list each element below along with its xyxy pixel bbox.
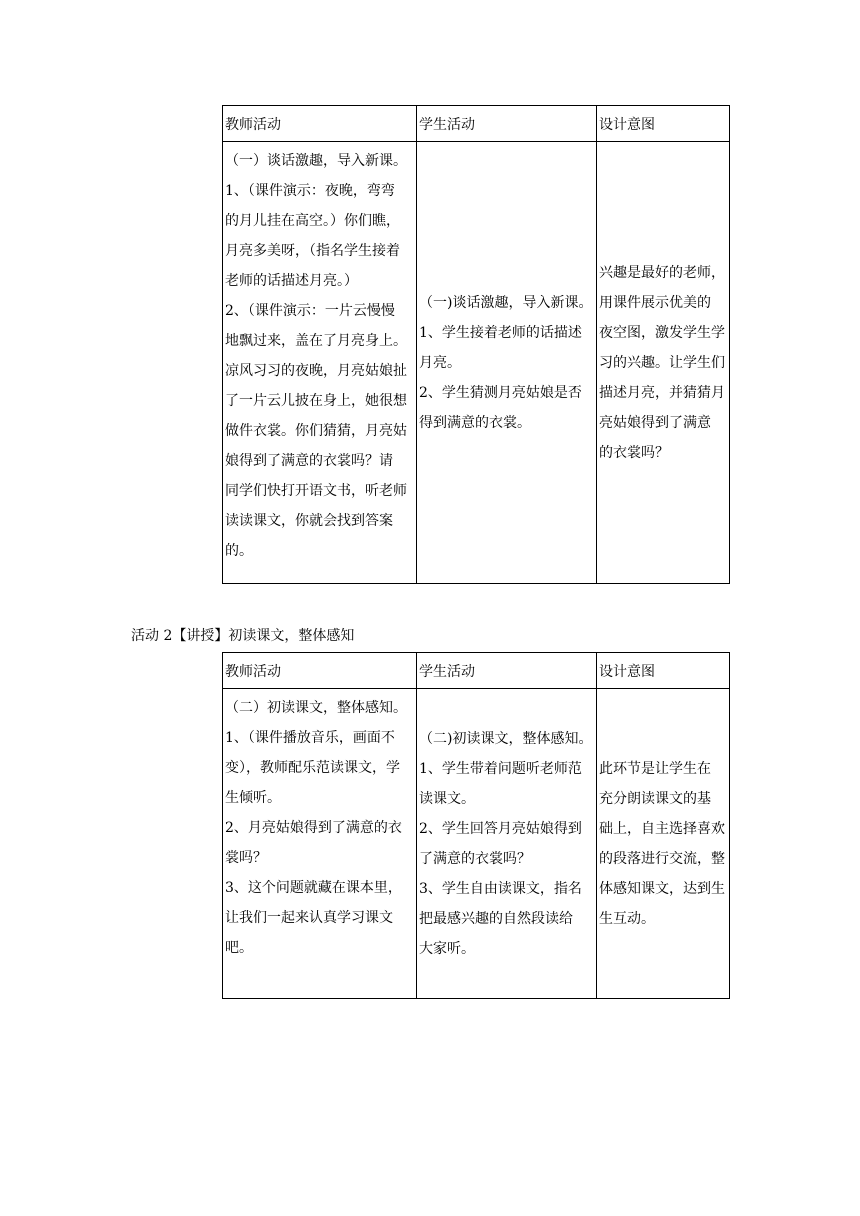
student-line: （一)谈话激趣，导入新课。 xyxy=(419,294,593,311)
teacher-line: 读读课文，你就会找到答案 xyxy=(225,513,393,529)
lesson-table-1 xyxy=(222,105,730,584)
header-teacher-activity: 教师活动 xyxy=(223,653,417,689)
teacher-line: 1、（课件播放音乐，画面不 xyxy=(225,730,395,746)
teacher-line: 2、（课件演示：一片云慢慢 xyxy=(225,303,395,319)
teacher-line: 做件衣裳。你们猜猜，月亮姑 xyxy=(225,423,407,439)
teacher-line: （二）初读课文，整体感知。 xyxy=(225,700,407,716)
student-line: 1、学生带着问题听老师范 xyxy=(419,760,582,777)
student-line: 了满意的衣裳吗？ xyxy=(419,850,531,867)
table-header-row xyxy=(223,106,730,142)
header-teacher-activity: 教师活动 xyxy=(223,106,417,142)
student-activity-cell xyxy=(417,142,597,584)
header-design-intent: 设计意图 xyxy=(597,653,730,689)
teacher-activity-cell xyxy=(223,689,417,999)
teacher-line: 吧。 xyxy=(225,940,253,956)
student-line: 2、学生猜测月亮姑娘是否 xyxy=(419,384,582,401)
intent-line: 兴趣是最好的老师， xyxy=(599,264,725,281)
section-heading: 活动 2【讲授】初读课文，整体感知 xyxy=(131,628,355,644)
teacher-line: 3、这个问题就藏在课本里， xyxy=(225,880,402,896)
teacher-line: 月亮多美呀，（指名学生接着 xyxy=(225,243,400,259)
teacher-line: 凉风习习的夜晚，月亮姑娘扯 xyxy=(225,363,407,379)
teacher-line: 裳吗？ xyxy=(225,850,267,866)
teacher-line: （一）谈话激趣，导入新课。 xyxy=(225,153,407,169)
intent-line: 用课件展示优美的 xyxy=(599,294,711,311)
design-intent-cell xyxy=(597,142,730,584)
student-line: 把最感兴趣的自然段读给 xyxy=(419,910,573,927)
intent-line: 夜空图，激发学生学 xyxy=(599,324,725,341)
student-line: 读课文。 xyxy=(419,790,475,807)
intent-line: 的衣裳吗？ xyxy=(599,444,669,461)
teacher-line: 同学们快打开语文书，听老师 xyxy=(225,483,407,499)
teacher-line: 让我们一起来认真学习课文 xyxy=(225,910,393,926)
teacher-line: 1、（课件演示：夜晚，弯弯 xyxy=(225,183,395,199)
teacher-line: 娘得到了满意的衣裳吗？请 xyxy=(225,453,393,469)
teacher-line: 生倾听。 xyxy=(225,790,281,806)
header-design-intent: 设计意图 xyxy=(597,106,730,142)
teacher-line: 地飘过来，盖在了月亮身上。 xyxy=(225,333,407,349)
teacher-activity-cell xyxy=(223,142,417,584)
intent-line: 此环节是让学生在 xyxy=(599,760,711,777)
table-header-row xyxy=(223,653,730,689)
table-row xyxy=(223,142,730,584)
student-activity-cell xyxy=(417,689,597,999)
student-line: 月亮。 xyxy=(419,354,461,371)
teacher-line: 了一片云儿披在身上，她很想 xyxy=(225,393,407,409)
lesson-table-2 xyxy=(222,652,730,999)
intent-line: 习的兴趣。让学生们 xyxy=(599,354,725,371)
intent-line: 础上，自主选择喜欢 xyxy=(599,820,725,837)
teacher-line: 2、月亮姑娘得到了满意的衣 xyxy=(225,820,402,836)
table-row xyxy=(223,689,730,999)
intent-line: 生互动。 xyxy=(599,910,655,927)
teacher-line: 变），教师配乐范读课文，学 xyxy=(225,760,400,776)
intent-line: 的段落进行交流，整 xyxy=(599,850,725,867)
intent-line: 充分朗读课文的基 xyxy=(599,790,711,807)
student-line: 大家听。 xyxy=(419,940,475,957)
design-intent-cell xyxy=(597,689,730,999)
header-student-activity: 学生活动 xyxy=(417,653,597,689)
teacher-line: 的。 xyxy=(225,543,253,559)
student-line: （二)初读课文，整体感知。 xyxy=(419,730,593,747)
student-line: 1、学生接着老师的话描述 xyxy=(419,324,582,341)
teacher-line: 的月儿挂在高空。）你们瞧， xyxy=(225,213,400,229)
student-line: 3、学生自由读课文，指名 xyxy=(419,880,582,897)
student-line: 得到满意的衣裳。 xyxy=(419,414,531,431)
intent-line: 亮姑娘得到了满意 xyxy=(599,414,711,431)
teacher-line: 老师的话描述月亮。） xyxy=(225,273,358,289)
header-student-activity: 学生活动 xyxy=(417,106,597,142)
student-line: 2、学生回答月亮姑娘得到 xyxy=(419,820,582,837)
intent-line: 描述月亮，并猜猜月 xyxy=(599,384,725,401)
intent-line: 体感知课文，达到生 xyxy=(599,880,725,897)
